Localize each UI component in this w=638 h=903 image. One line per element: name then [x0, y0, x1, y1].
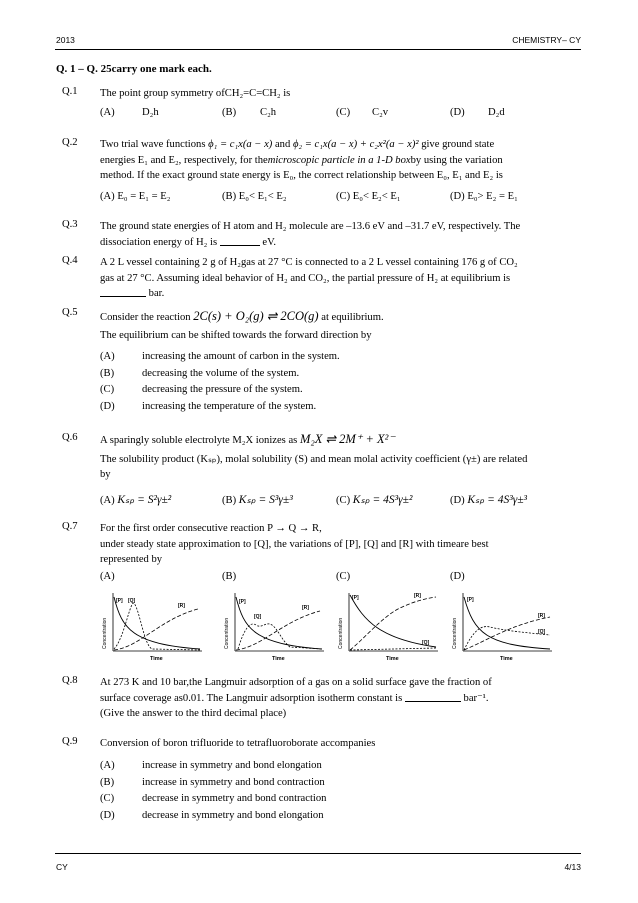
y-axis-label: Concentration	[102, 617, 108, 649]
option-text: decrease in symmetry and bond elongation	[142, 809, 324, 821]
option-label: (A)	[100, 351, 115, 362]
label-q: [Q]	[254, 614, 262, 620]
question-number: Q.1	[62, 86, 78, 97]
question-text: The ground state energies of H atom and H₂ molecule are –13.6 eV and –31.7 eV, respectively. The	[100, 221, 521, 232]
label-p: [P]	[467, 597, 474, 603]
option-label: (C)	[100, 384, 115, 395]
label-p: [P]	[116, 598, 123, 604]
question-text: energies E₁ and E₂, respectively, for the	[100, 154, 268, 166]
option-text: C₂v	[372, 107, 389, 118]
x-axis-label: Time	[150, 656, 163, 662]
option-text: E₀ = E₁ = E₂	[117, 191, 171, 202]
option-text: D₂h	[142, 107, 159, 118]
question-number: Q.6	[62, 432, 78, 443]
x-axis-label: Time	[386, 656, 399, 662]
option-label: (C)	[336, 571, 351, 582]
question-text: gas at 27 °C. Assuming ideal behavior of H₂ and CO₂, the partial pressure of H₂ at equilibrium is	[100, 272, 511, 284]
option-label: (D)	[100, 809, 115, 821]
curve-p	[114, 597, 200, 649]
graph-option-d	[450, 589, 554, 665]
option-text: Kₛₚ = S³γ±³	[238, 494, 293, 506]
y-axis-label: Concentration	[338, 617, 344, 649]
option-label: (C)	[336, 107, 351, 118]
question-text: and	[274, 139, 291, 150]
question-text: (Give the answer to the third decimal place)	[100, 708, 287, 719]
question-number: Q.5	[62, 307, 78, 318]
question-stem: The point group symmetry ofCH₂=C=CH₂ is	[100, 88, 291, 99]
answer-blank[interactable]	[405, 691, 461, 702]
option-label: (D)	[450, 107, 465, 118]
option-text: increase in symmetry and bond elongation	[142, 760, 322, 771]
option-label: (A)	[100, 191, 115, 202]
question-text: give ground state	[421, 139, 495, 150]
y-axis-label: Concentration	[452, 617, 458, 649]
option-text: E₀< E₁< E₂	[238, 191, 287, 202]
question-text: The equilibrium can be shifted towards the forward direction by	[100, 330, 372, 341]
footer-rule	[55, 853, 581, 854]
question-text: dissociation energy of H₂ is	[100, 236, 218, 248]
question-stem: Conversion of boron trifluoride to tetrafluoroborate accompanies	[100, 738, 376, 749]
x-axis-label: Time	[500, 656, 513, 662]
question-text: Two trial wave functions	[100, 139, 206, 150]
option-label: (B)	[222, 107, 237, 118]
question-text: represented by	[100, 554, 163, 565]
option-label: (A)	[100, 495, 115, 506]
question-text: by using the variation	[410, 154, 503, 166]
question-text: bar.	[148, 288, 165, 299]
option-text: Kₛₚ = S²γ±²	[117, 494, 172, 506]
header-rule	[55, 49, 581, 50]
label-q: [Q]	[538, 629, 546, 635]
option-text: E₀< E₂< E₁	[352, 191, 401, 202]
option-label: (C)	[336, 495, 351, 506]
header-paper: CHEMISTRY– CY	[512, 35, 581, 45]
curve-p	[236, 597, 322, 649]
question-text: eV.	[262, 236, 277, 248]
curve-r	[114, 609, 198, 650]
reaction-equation: 2C(s) + O₂(g) ⇌ 2CO(g)	[193, 309, 319, 323]
option-text: Kₛₚ = 4S³γ±³	[467, 494, 528, 506]
question-text: At 273 K and 10 bar,the Langmuir adsorption of a gas on a solid surface gave the fraction of	[100, 677, 492, 688]
question-text: surface coverage as0.01. The Langmuir adsorption isotherm constant is	[100, 692, 403, 704]
curve-q	[350, 648, 436, 650]
y-axis-label: Concentration	[224, 617, 230, 649]
option-label: (C)	[100, 793, 115, 804]
footer-page-number: 4/13	[564, 862, 581, 872]
question-text: Consider the reaction	[100, 312, 191, 323]
curve-r	[236, 611, 320, 650]
option-label: (C)	[336, 191, 351, 202]
option-text: increase in symmetry and bond contraction	[142, 776, 325, 788]
graph-option-a	[100, 589, 204, 665]
question-text-italic: microscopic particle in a 1-D box	[267, 154, 411, 166]
question-number: Q.7	[62, 521, 78, 532]
question-text: bar⁻¹.	[463, 692, 489, 704]
option-label: (D)	[450, 495, 465, 506]
question-text: by	[100, 469, 111, 480]
curve-p	[464, 597, 550, 649]
option-text: increasing the temperature of the system.	[142, 400, 317, 412]
label-q: [Q]	[422, 640, 430, 646]
label-r: [R]	[538, 613, 545, 619]
wavefunction-phi1: ϕ₁ = c₁x(a − x)	[208, 139, 273, 150]
label-p: [P]	[239, 599, 246, 605]
option-label: (A)	[100, 571, 115, 582]
footer-left: CY	[56, 862, 68, 872]
answer-blank[interactable]	[100, 286, 146, 297]
option-text: decrease in symmetry and bond contraction	[142, 793, 327, 804]
label-r: [R]	[302, 605, 309, 611]
question-number: Q.2	[62, 137, 78, 148]
option-text: E₀> E₂ = E₁	[467, 191, 518, 202]
option-label: (B)	[100, 367, 115, 379]
option-label: (B)	[222, 495, 237, 506]
option-label: (A)	[100, 107, 115, 118]
label-q: [Q]	[128, 598, 136, 604]
graph-option-b	[222, 589, 326, 665]
question-text: For the first order consecutive reaction P → Q → R,	[100, 523, 322, 534]
option-label: (B)	[222, 191, 237, 202]
section-title: Q. 1 – Q. 25carry one mark each.	[56, 63, 212, 75]
option-label: (B)	[100, 776, 115, 788]
label-r: [R]	[178, 603, 185, 609]
option-label: (A)	[100, 760, 115, 771]
header-year: 2013	[56, 35, 75, 45]
graph-option-c	[336, 589, 440, 665]
option-text: C₂h	[260, 107, 277, 118]
option-label: (D)	[450, 571, 465, 582]
wavefunction-phi2: ϕ₂ = c₁x(a − x) + c₂x²(a − x)²	[292, 139, 419, 150]
question-number: Q.9	[62, 736, 78, 747]
question-text: under steady state approximation to [Q], the variations of [P], [Q] and [R] with timeare best	[100, 538, 489, 550]
question-text: at equilibrium.	[321, 312, 384, 323]
option-label: (D)	[100, 400, 115, 412]
answer-blank[interactable]	[220, 235, 260, 246]
question-number: Q.8	[62, 675, 78, 686]
question-number: Q.4	[62, 255, 78, 266]
option-text: increasing the amount of carbon in the system.	[142, 351, 340, 362]
label-r: [R]	[414, 593, 421, 599]
reaction-equation: M₂X ⇌ 2M⁺ + X²⁻	[299, 432, 395, 446]
question-text: method. If the exact ground state energy is E₀, the correct relationship between E₀, E₁ and E₂ is	[100, 170, 503, 181]
question-number: Q.3	[62, 219, 78, 230]
x-axis-label: Time	[272, 656, 285, 662]
option-text: Kₛₚ = 4S³γ±²	[352, 494, 413, 506]
option-text: decreasing the pressure of the system.	[142, 384, 303, 395]
option-label: (D)	[450, 191, 465, 202]
question-text: The solubility product (Kₛₚ), molal solubility (S) and mean molal activity coefficient (γ±) are related	[100, 453, 528, 465]
label-p: [P]	[352, 595, 359, 601]
option-label: (B)	[222, 571, 237, 582]
option-text: decreasing the volume of the system.	[142, 367, 300, 379]
question-text: A sparingly soluble electrolyte M₂X ionizes as	[100, 435, 298, 446]
question-text: A 2 L vessel containing 2 g of H₂gas at 27 °C is connected to a 2 L vessel containing 176 g of CO₂	[100, 257, 518, 268]
option-text: D₂d	[488, 107, 505, 118]
